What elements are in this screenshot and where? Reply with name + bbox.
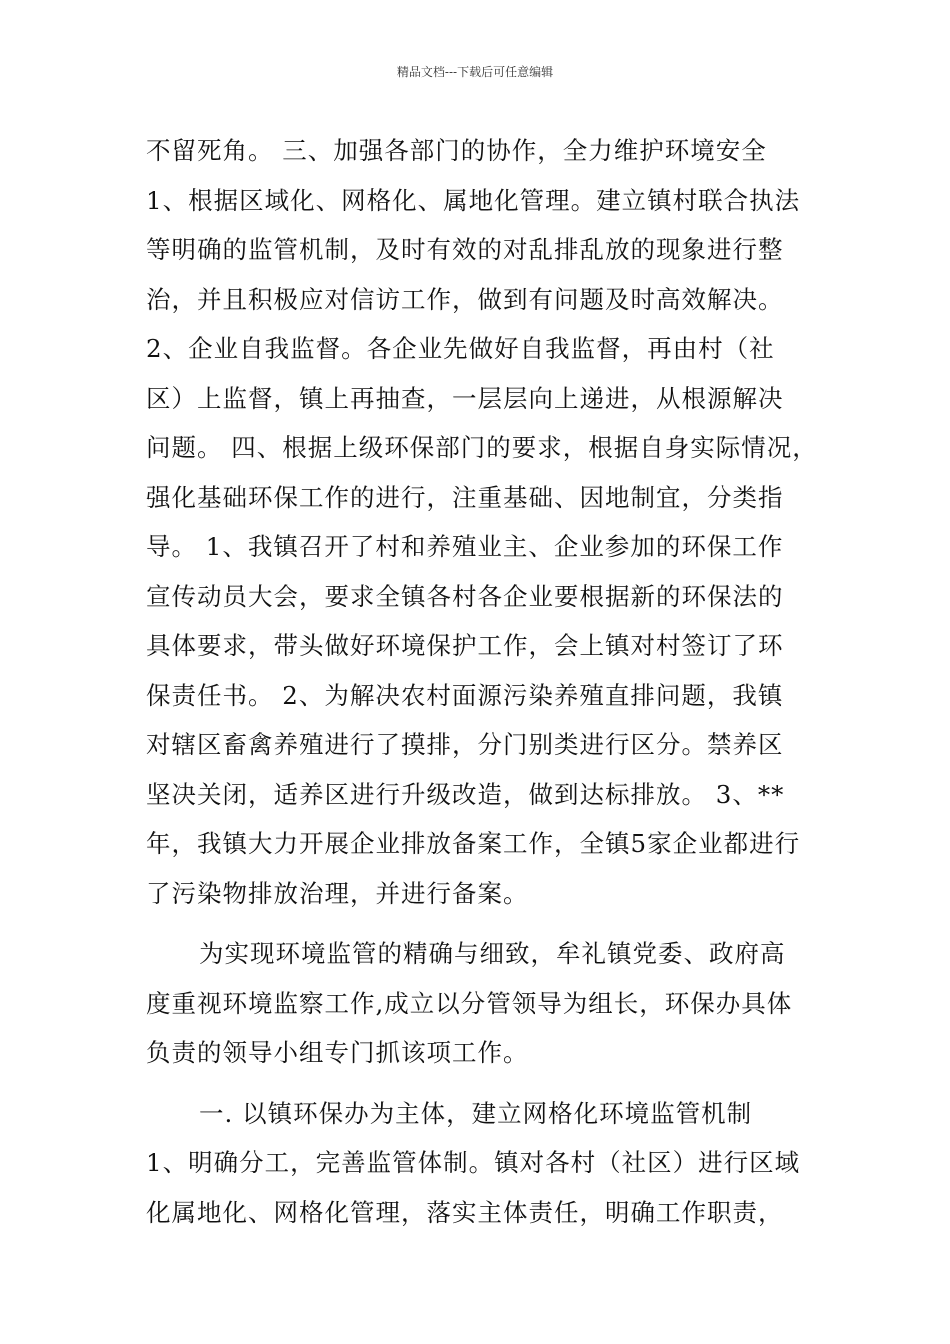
- page-header: 精品文档---下载后可任意编辑: [396, 65, 554, 79]
- text-line: 等明确的监管机制，及时有效的对乱排乱放的现象进行整: [146, 235, 784, 264]
- text-line: 区）上监督，镇上再抽查，一层层向上递进，从根源解决: [146, 383, 784, 413]
- text-line: 化属地化、网格化管理，落实主体责任，明确工作职责，: [146, 1197, 784, 1227]
- text-line: 了污染物排放治理，并进行备案。: [146, 878, 529, 908]
- text-line: 保责任书。 2、为解决农村面源污染养殖直排问题，我镇: [146, 680, 784, 710]
- text-line: 坚决关闭，适养区进行升级改造，做到达标排放。 3、**: [146, 779, 785, 809]
- text-line: 负责的领导小组专门抓该项工作。: [146, 1038, 529, 1067]
- text-line: 2、企业自我监督。各企业先做好自我监督，再由村（社: [146, 334, 775, 363]
- text-line: 度重视环境监察工作,成立以分管领导为组长，环保办具体: [146, 988, 793, 1018]
- text-line: 对辖区畜禽养殖进行了摸排，分门别类进行区分。禁养区: [146, 730, 784, 759]
- text-line: 为实现环境监管的精确与细致，牟礼镇党委、政府高: [199, 939, 786, 968]
- paragraph-block-1: [146, 126, 826, 918]
- paragraph-gap: [146, 918, 826, 929]
- text-line: 不留死角。 三、加强各部门的协作，全力维护环境安全: [146, 136, 767, 165]
- text-line: 1、明确分工，完善监管体制。镇对各村（社区）进行区域: [146, 1148, 801, 1177]
- text-line: 导。 1、我镇召开了村和养殖业主、企业参加的环保工作: [146, 532, 784, 561]
- document-body: [146, 126, 826, 1237]
- text-line: 具体要求，带头做好环境保护工作，会上镇对村签订了环: [146, 631, 784, 660]
- paragraph-gap: [146, 1078, 826, 1089]
- text-line: 1、根据区域化、网格化、属地化管理。建立镇村联合执法: [146, 185, 801, 215]
- paragraph-block-3: [146, 1089, 826, 1238]
- paragraph-block-2: [146, 929, 826, 1078]
- text-line: 问题。 四、根据上级环保部门的要求，根据自身实际情况，: [146, 433, 818, 462]
- text-line: 年，我镇大力开展企业排放备案工作，全镇5家企业都进行: [146, 829, 801, 858]
- text-line: 治，并且积极应对信访工作，做到有问题及时高效解决。: [146, 284, 784, 314]
- text-line: 宣传动员大会，要求全镇各村各企业要根据新的环保法的: [146, 581, 784, 611]
- section-heading: 一. 以镇环保办为主体，建立网格化环境监管机制: [199, 1098, 753, 1128]
- text-line: 强化基础环保工作的进行，注重基础、因地制宜，分类指: [146, 482, 784, 512]
